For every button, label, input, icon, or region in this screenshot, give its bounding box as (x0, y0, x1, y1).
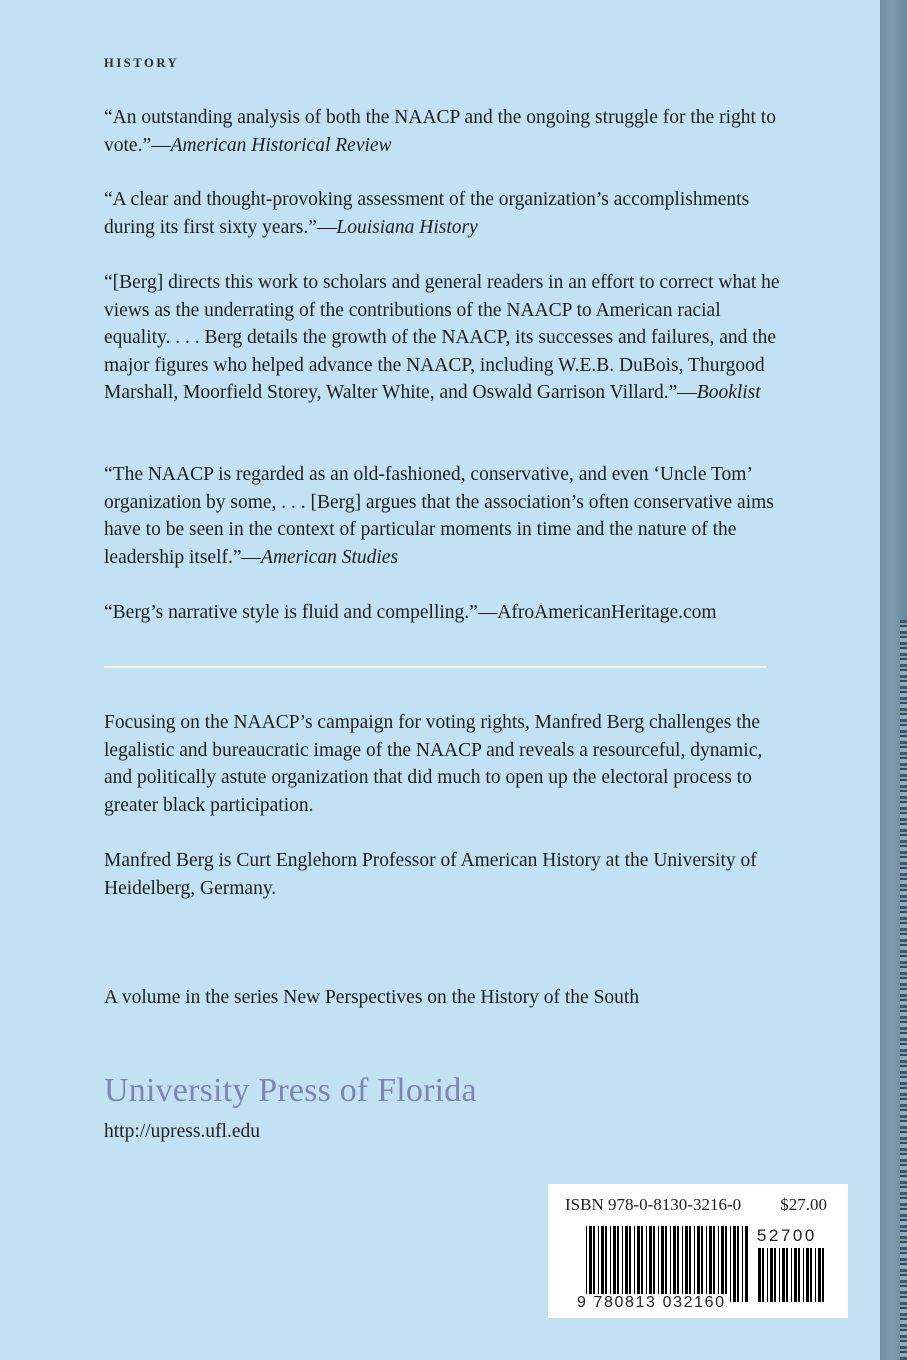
barcode-bar (682, 1226, 683, 1302)
barcode-bar (798, 1248, 800, 1302)
barcode-bar (665, 1226, 667, 1302)
quote-text: “Berg’s narrative style is fluid and compelling.”—AfroAmericanHeritage.com (104, 602, 717, 623)
barcode-bar (658, 1226, 659, 1302)
publisher-name: University Press of Florida (104, 1072, 477, 1109)
barcode-bar (815, 1248, 816, 1302)
barcode-bar (810, 1248, 812, 1302)
barcode-bar (586, 1226, 587, 1302)
barcode-bar (745, 1226, 748, 1302)
author-bio: Manfred Berg is Curt Englehorn Professor of American History at the University of Heidelberg, Germany. (104, 850, 757, 899)
review-quote-2 (104, 186, 784, 241)
price-label: $27.00 (780, 1195, 827, 1214)
quote-text: “The NAACP is regarded as an old-fashioned, conservative, and even ‘Uncle Tom’ organization by some, . . . [Berg] argues that the association’s often conservative aims have to be seen in the context of particular moments in time and the nature of the leadership itself.”— (104, 464, 774, 568)
barcode-bar (786, 1248, 788, 1302)
barcode-bar (762, 1248, 764, 1302)
barcode-bar (629, 1226, 631, 1302)
barcode-bar (673, 1226, 676, 1302)
isbn-label: ISBN 978-0-8130-3216-0 (565, 1195, 742, 1214)
publisher-url: http://upress.ufl.edu (104, 1121, 260, 1142)
barcode-bar (709, 1226, 712, 1302)
barcode-bar (730, 1226, 731, 1302)
section-divider (104, 666, 766, 668)
barcode-bar (713, 1226, 715, 1302)
barcode-bar (770, 1248, 773, 1302)
category-label: HISTORY (104, 56, 180, 70)
barcode-bar (598, 1226, 599, 1302)
barcode-bar (725, 1226, 727, 1302)
barcode-bar (767, 1248, 768, 1302)
quote-source: American Studies (261, 546, 399, 568)
barcode-bar (610, 1226, 611, 1302)
barcode-bar (677, 1226, 679, 1302)
ean-digits: 9 780813 032160 (577, 1294, 726, 1311)
barcode-bar (617, 1226, 619, 1302)
barcode-bar (605, 1226, 607, 1302)
barcode-bar (737, 1226, 739, 1302)
barcode-bar (634, 1226, 635, 1302)
review-quote-1 (104, 104, 784, 159)
barcode-bar (625, 1226, 628, 1302)
barcode-bar (706, 1226, 707, 1302)
barcode-bar (649, 1226, 652, 1302)
barcode-bar (822, 1248, 824, 1302)
book-description: Focusing on the NAACP’s campaign for voting rights, Manfred Berg challenges the legalistic and bureaucratic image of the NAACP and reveals a resourceful, dynamic, and politically astute organization that did much to open up the electoral process to greater black participation. (104, 712, 763, 816)
review-quote-4 (104, 461, 784, 571)
barcode-bar (641, 1226, 643, 1302)
spine-texture (900, 620, 907, 1360)
addon-digits: 52700 (757, 1226, 817, 1245)
barcode-bar (721, 1226, 724, 1302)
barcode-bar (794, 1248, 797, 1302)
barcode-panel (548, 1184, 848, 1318)
barcode-bar (622, 1226, 623, 1302)
barcode-bar (782, 1248, 785, 1302)
barcode-bar (733, 1226, 736, 1302)
barcode-bar (791, 1248, 792, 1302)
quote-source: Louisiana History (336, 216, 478, 238)
quote-source: Booklist (696, 382, 761, 403)
quote-text: “An outstanding analysis of both the NAACP and the ongoing struggle for the right to vote.”— (104, 107, 776, 156)
barcode-bar (653, 1226, 655, 1302)
barcode-bar (646, 1226, 647, 1302)
barcode-bar (718, 1226, 719, 1302)
barcode-bar (779, 1248, 780, 1302)
barcode-bar (697, 1226, 700, 1302)
barcode-bar (613, 1226, 616, 1302)
barcode-bar (661, 1226, 664, 1302)
barcode-bar (742, 1226, 743, 1302)
quote-text: “[Berg] directs this work to scholars and general readers in an effort to correct what he views as the underrating of the contributions of the NAACP to American racial equality. . . . Berg details the growth of the NAACP, its successes and failures, and the major figures who helped advance the NAACP, including W.E.B. DuBois, Thurgood Marshall, Moorfield Storey, Walter White, and Oswald Garrison Villard.”— (104, 272, 780, 403)
barcode-bar (803, 1248, 804, 1302)
quote-source: American Historical Review (170, 134, 392, 156)
barcode-bar (601, 1226, 604, 1302)
barcode-bar (589, 1226, 592, 1302)
barcode-bar (701, 1226, 703, 1302)
barcode-bar (689, 1226, 691, 1302)
barcode-bar (685, 1226, 688, 1302)
barcode-bar (758, 1248, 761, 1302)
review-quote-5 (104, 599, 784, 627)
barcode-bar (774, 1248, 776, 1302)
barcode-bar (637, 1226, 640, 1302)
review-quote-3 (104, 269, 784, 407)
series-note: A volume in the series New Perspectives on the History of the South (104, 987, 640, 1008)
barcode-bar (818, 1248, 821, 1302)
barcode-bar (670, 1226, 671, 1302)
barcode-bar (806, 1248, 809, 1302)
barcode-bar (593, 1226, 595, 1302)
barcode-bar (694, 1226, 695, 1302)
quote-text: “A clear and thought-provoking assessment of the organization’s accomplishments during its first sixty years.”— (104, 189, 750, 238)
